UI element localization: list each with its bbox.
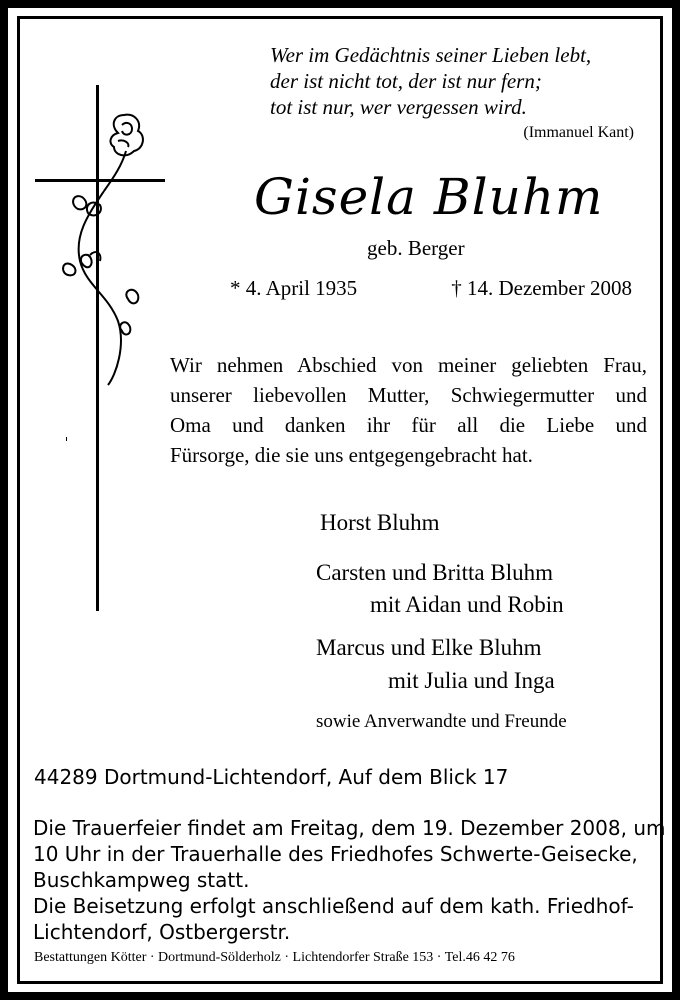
deceased-name: Gisela Bluhm — [254, 168, 604, 226]
family-group-2-children: mit Julia und Inga — [388, 668, 555, 693]
funeral-line: Die Trauerfeier findet am Freitag, dem 19. Dezember 2008, um — [33, 816, 666, 840]
undertaker-footer: Bestattungen Kötter · Dortmund-Sölderholz · Lichtendorfer Straße 153 · Tel.46 42 76 — [34, 950, 515, 965]
funeral-details — [33, 815, 666, 945]
family-address: 44289 Dortmund-Lichtendorf, Auf dem Blick 17 — [34, 765, 509, 789]
quote-line: tot ist nur, wer vergessen wird. — [270, 95, 527, 119]
message-line: unserer liebevollen Mutter, Schwiegermutter und — [170, 383, 647, 407]
funeral-line: Die Beisetzung erfolgt anschließend auf dem kath. Friedhof- — [33, 894, 634, 918]
maiden-name: geb. Berger — [367, 236, 465, 260]
funeral-line: Buschkampweg statt. — [33, 868, 250, 892]
message-line: Wir nehmen Abschied von meiner geliebten Frau, — [170, 353, 647, 377]
family-group-1-children: mit Aidan und Robin — [370, 592, 564, 617]
quote-author: (Immanuel Kant) — [523, 124, 634, 141]
family-husband: Horst Bluhm — [320, 510, 440, 535]
quote-line: Wer im Gedächtnis seiner Lieben lebt, — [270, 43, 592, 67]
cross-with-rose-icon — [30, 85, 180, 615]
funeral-line: Lichtendorf, Ostbergerstr. — [33, 920, 291, 944]
family-group-2: Marcus und Elke Bluhm — [316, 635, 542, 660]
family-group-1: Carsten und Britta Bluhm — [316, 560, 554, 585]
farewell-message — [170, 350, 647, 470]
relatives-note: sowie Anverwandte und Freunde — [316, 711, 567, 732]
quote-line: der ist nicht tot, der ist nur fern; — [270, 69, 542, 93]
birth-date: * 4. April 1935 — [230, 276, 358, 300]
funeral-line: 10 Uhr in der Trauerhalle des Friedhofes Schwerte-Geisecke, — [33, 842, 638, 866]
quote — [270, 42, 591, 120]
death-date: † 14. Dezember 2008 — [451, 276, 632, 300]
message-line: Fürsorge, die sie uns entgegengebracht hat. — [170, 443, 533, 467]
message-line: Oma und danken ihr für all die Liebe und — [170, 413, 647, 437]
